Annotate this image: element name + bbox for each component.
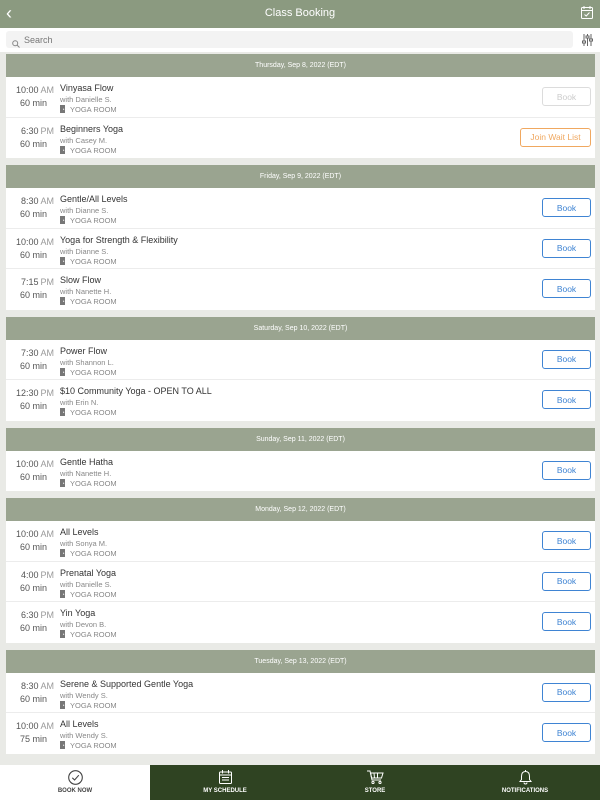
day-header: Monday, Sep 12, 2022 (EDT): [6, 498, 595, 521]
class-teacher: with Sonya M.: [60, 539, 108, 548]
book-button[interactable]: Book: [542, 279, 591, 298]
class-name: Prenatal Yoga: [60, 567, 117, 578]
day-section: [6, 54, 595, 158]
class-time: 6:30 PM: [20, 125, 54, 136]
class-teacher: with Dianne S.: [60, 246, 109, 256]
class-teacher: with Erin N.: [60, 398, 99, 407]
class-name: Vinyasa Flow: [60, 83, 114, 93]
class-row: [6, 673, 595, 714]
class-row: [6, 340, 595, 381]
class-row: [6, 713, 595, 754]
class-name: Gentle/All Levels: [60, 194, 128, 204]
class-duration: 60 min: [19, 471, 47, 482]
class-room: YOGA ROOM: [60, 105, 117, 115]
calendar-icon: [150, 770, 300, 784]
door-icon: [60, 105, 66, 115]
door-icon: [60, 297, 66, 307]
class-name: All Levels: [60, 719, 99, 729]
class-duration: 60 min: [19, 209, 47, 219]
class-duration: 75 min: [19, 734, 47, 744]
class-duration: 60 min: [19, 401, 47, 411]
filter-sliders-icon[interactable]: [582, 33, 593, 51]
class-room: YOGA ROOM: [60, 630, 117, 640]
class-schedule: [6, 54, 595, 761]
class-name: Beginners Yoga: [60, 123, 124, 134]
class-duration: 60 min: [19, 290, 47, 300]
class-row: [6, 188, 595, 229]
book-button[interactable]: Book: [542, 723, 591, 742]
chevron-left-icon[interactable]: ‹: [6, 3, 12, 23]
tab-notifications[interactable]: [450, 765, 600, 800]
class-duration: 60 min: [19, 693, 47, 704]
book-button[interactable]: Book: [542, 683, 591, 702]
class-duration: 60 min: [19, 98, 47, 108]
class-row: [6, 118, 595, 159]
door-icon: [60, 146, 66, 156]
book-button[interactable]: Book: [542, 198, 591, 217]
door-icon: [60, 408, 66, 418]
day-section: [6, 317, 595, 421]
class-duration: 60 min: [19, 542, 47, 552]
class-duration: 60 min: [19, 582, 47, 593]
bottom-navigation: [0, 765, 600, 800]
class-row: [6, 451, 595, 492]
door-icon: [60, 741, 66, 751]
class-teacher: with Wendy S.: [60, 731, 108, 740]
class-room: YOGA ROOM: [60, 368, 117, 378]
class-name: Yoga for Strength & Flexibility: [60, 234, 178, 245]
door-icon: [60, 630, 66, 640]
day-header: Friday, Sep 9, 2022 (EDT): [6, 165, 595, 188]
class-room: YOGA ROOM: [60, 549, 117, 559]
class-room: YOGA ROOM: [60, 590, 117, 600]
class-time: 12:30 PM: [15, 388, 54, 398]
class-row: [6, 602, 595, 643]
tab-label: STORE: [364, 788, 386, 794]
book-button[interactable]: Book: [542, 531, 591, 550]
class-room: YOGA ROOM: [60, 297, 117, 307]
class-room: YOGA ROOM: [60, 216, 117, 226]
class-teacher: with Nanette H.: [60, 287, 112, 296]
tab-book-now[interactable]: [0, 765, 150, 800]
class-name: Gentle Hatha: [60, 456, 114, 467]
book-button[interactable]: Book: [542, 390, 591, 409]
class-teacher: with Casey M.: [60, 135, 108, 145]
day-header: Thursday, Sep 8, 2022 (EDT): [6, 54, 595, 77]
class-name: Yin Yoga: [60, 608, 96, 618]
class-name: $10 Community Yoga - OPEN TO ALL: [60, 386, 212, 396]
class-teacher: with Danielle S.: [60, 579, 112, 589]
tab-label: BOOK NOW: [57, 788, 93, 794]
class-time: 8:30 AM: [20, 680, 54, 691]
class-time: 10:00 AM: [15, 458, 54, 469]
day-section: [6, 498, 595, 643]
class-room: YOGA ROOM: [60, 408, 117, 418]
class-name: All Levels: [60, 527, 99, 537]
book-button[interactable]: Book: [542, 612, 591, 631]
door-icon: [60, 549, 66, 559]
search-box: [6, 31, 573, 48]
search-input[interactable]: [24, 32, 564, 47]
class-duration: 60 min: [19, 249, 47, 260]
book-button[interactable]: Book: [542, 87, 591, 106]
search-bar: [0, 28, 600, 52]
check-circle-icon: [0, 770, 150, 785]
bell-icon: [450, 770, 600, 785]
day-section: [6, 428, 595, 492]
tab-store[interactable]: [300, 765, 450, 800]
book-button[interactable]: Book: [542, 461, 591, 480]
day-section: [6, 165, 595, 310]
class-name: Slow Flow: [60, 275, 102, 285]
tab-label: MY SCHEDULE: [203, 788, 247, 794]
door-icon: [60, 368, 66, 378]
class-row: [6, 562, 595, 603]
tab-label: NOTIFICATIONS: [501, 788, 549, 794]
top-bar: [0, 0, 600, 28]
class-room: YOGA ROOM: [60, 701, 117, 711]
book-button[interactable]: Book: [542, 572, 591, 591]
class-teacher: with Danielle S.: [60, 95, 112, 104]
door-icon: [60, 257, 66, 267]
class-row: [6, 269, 595, 310]
class-time: 10:00 AM: [15, 236, 54, 247]
day-header: Saturday, Sep 10, 2022 (EDT): [6, 317, 595, 340]
class-duration: 60 min: [19, 623, 47, 633]
class-time: 7:15 PM: [20, 277, 54, 287]
class-time: 10:00 AM: [15, 529, 54, 539]
door-icon: [60, 216, 66, 226]
tab-my-schedule[interactable]: [150, 765, 300, 800]
class-teacher: with Devon B.: [60, 620, 107, 629]
door-icon: [60, 590, 66, 600]
class-name: Serene & Supported Gentle Yoga: [60, 678, 194, 689]
class-time: 10:00 AM: [15, 85, 54, 95]
class-time: 10:00 AM: [15, 721, 54, 731]
class-time: 8:30 AM: [20, 196, 54, 206]
class-teacher: with Wendy S.: [60, 690, 108, 700]
join-wait-list-button[interactable]: Join Wait List: [520, 128, 591, 147]
class-room: YOGA ROOM: [60, 257, 117, 267]
class-row: [6, 77, 595, 118]
class-duration: 60 min: [19, 138, 47, 149]
class-teacher: with Shannon L.: [60, 357, 114, 367]
day-header: Tuesday, Sep 13, 2022 (EDT): [6, 650, 595, 673]
class-duration: 60 min: [19, 360, 47, 371]
class-time: 4:00 PM: [20, 569, 54, 580]
class-row: [6, 380, 595, 421]
class-time: 6:30 PM: [20, 610, 54, 620]
class-time: 7:30 AM: [20, 347, 54, 358]
class-room: YOGA ROOM: [60, 741, 117, 751]
class-teacher: with Dianne S.: [60, 206, 109, 215]
page-title: Class Booking: [264, 7, 336, 19]
calendar-check-icon[interactable]: [581, 6, 593, 24]
door-icon: [60, 479, 66, 489]
class-name: Power Flow: [60, 345, 108, 356]
door-icon: [60, 701, 66, 711]
class-row: [6, 229, 595, 270]
search-icon: [12, 35, 20, 53]
day-section: [6, 650, 595, 754]
book-button[interactable]: Book: [542, 239, 591, 258]
day-header: Sunday, Sep 11, 2022 (EDT): [6, 428, 595, 451]
class-room: YOGA ROOM: [60, 146, 117, 156]
cart-icon: [300, 770, 450, 784]
class-row: [6, 521, 595, 562]
class-teacher: with Nanette H.: [60, 468, 112, 478]
class-room: YOGA ROOM: [60, 479, 117, 489]
book-button[interactable]: Book: [542, 350, 591, 369]
